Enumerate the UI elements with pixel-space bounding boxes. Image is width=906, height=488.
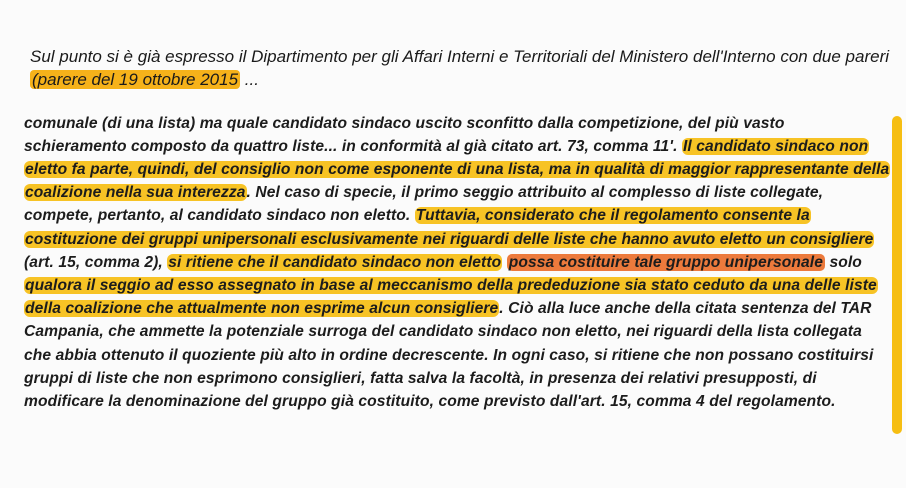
intro-ellipsis: ... <box>240 70 259 89</box>
intro-paragraph <box>30 45 890 91</box>
quote-highlight-3: si ritiene che il candidato sindaco non eletto <box>168 253 502 271</box>
quote-highlight-4: qualora il seggio ad esso assegnato in base al meccanismo della prededuzione sia stato ceduto da una delle liste della coalizione che attualmente non esprime alcun consigliere <box>25 277 877 318</box>
quote-segment-3: (art. 15, comma 2), <box>24 253 168 271</box>
quote-highlight-1: Il candidato sindaco non eletto fa parte, quindi, del consiglio non come esponente di una lista, ma in qualità di maggior rappresentante della coalizione nella sua interezza <box>25 137 890 202</box>
margin-highlight-bar <box>892 116 902 434</box>
intro-highlight: (parere del 19 ottobre 2015 <box>32 70 239 89</box>
quote-segment-5: solo <box>825 253 862 271</box>
quote-segment-6: . Ciò alla luce anche della citata sentenza del TAR Campania, che ammette la potenziale surroga del candidato sindaco non eletto, nei riguardi della lista collegata che abbia ottenuto il quoziente più alto in ordine decrescente. In ogni caso, si ritiene che non possano costituirsi gruppi di liste che non esprimono consiglieri, fatta salva la facoltà, in presenza dei relativi presupposti, di modificare la denominazione del gruppo già costituito, come previsto dall'art. 15, comma 4 del regolamento. <box>24 300 874 411</box>
intro-text: Sul punto si è già espresso il Dipartimento per gli Affari Interni e Territoriali del Ministero dell'Interno con due pareri <box>30 47 890 66</box>
quote-segment-1: comunale (di una lista) ma quale candidato sindaco uscito sconfitto dalla competizione, del più vasto schieramento composto da quattro liste... in conformità al già citato art. 73, comma 11'. <box>24 114 785 155</box>
quote-segment-2: . Nel caso di specie, il primo seggio attribuito al complesso di liste collegate, compete, pertanto, al candidato sindaco non eletto. <box>24 184 824 225</box>
quoted-opinion-paragraph <box>24 112 890 414</box>
quote-highlight-2: Tuttavia, considerato che il regolamento consente la costituzione dei gruppi unipersonali esclusivamente nei riguardi delle liste che hanno avuto eletto un consigliere <box>25 207 874 248</box>
quote-highlight-red: possa costituire tale gruppo unipersonale <box>508 253 824 271</box>
